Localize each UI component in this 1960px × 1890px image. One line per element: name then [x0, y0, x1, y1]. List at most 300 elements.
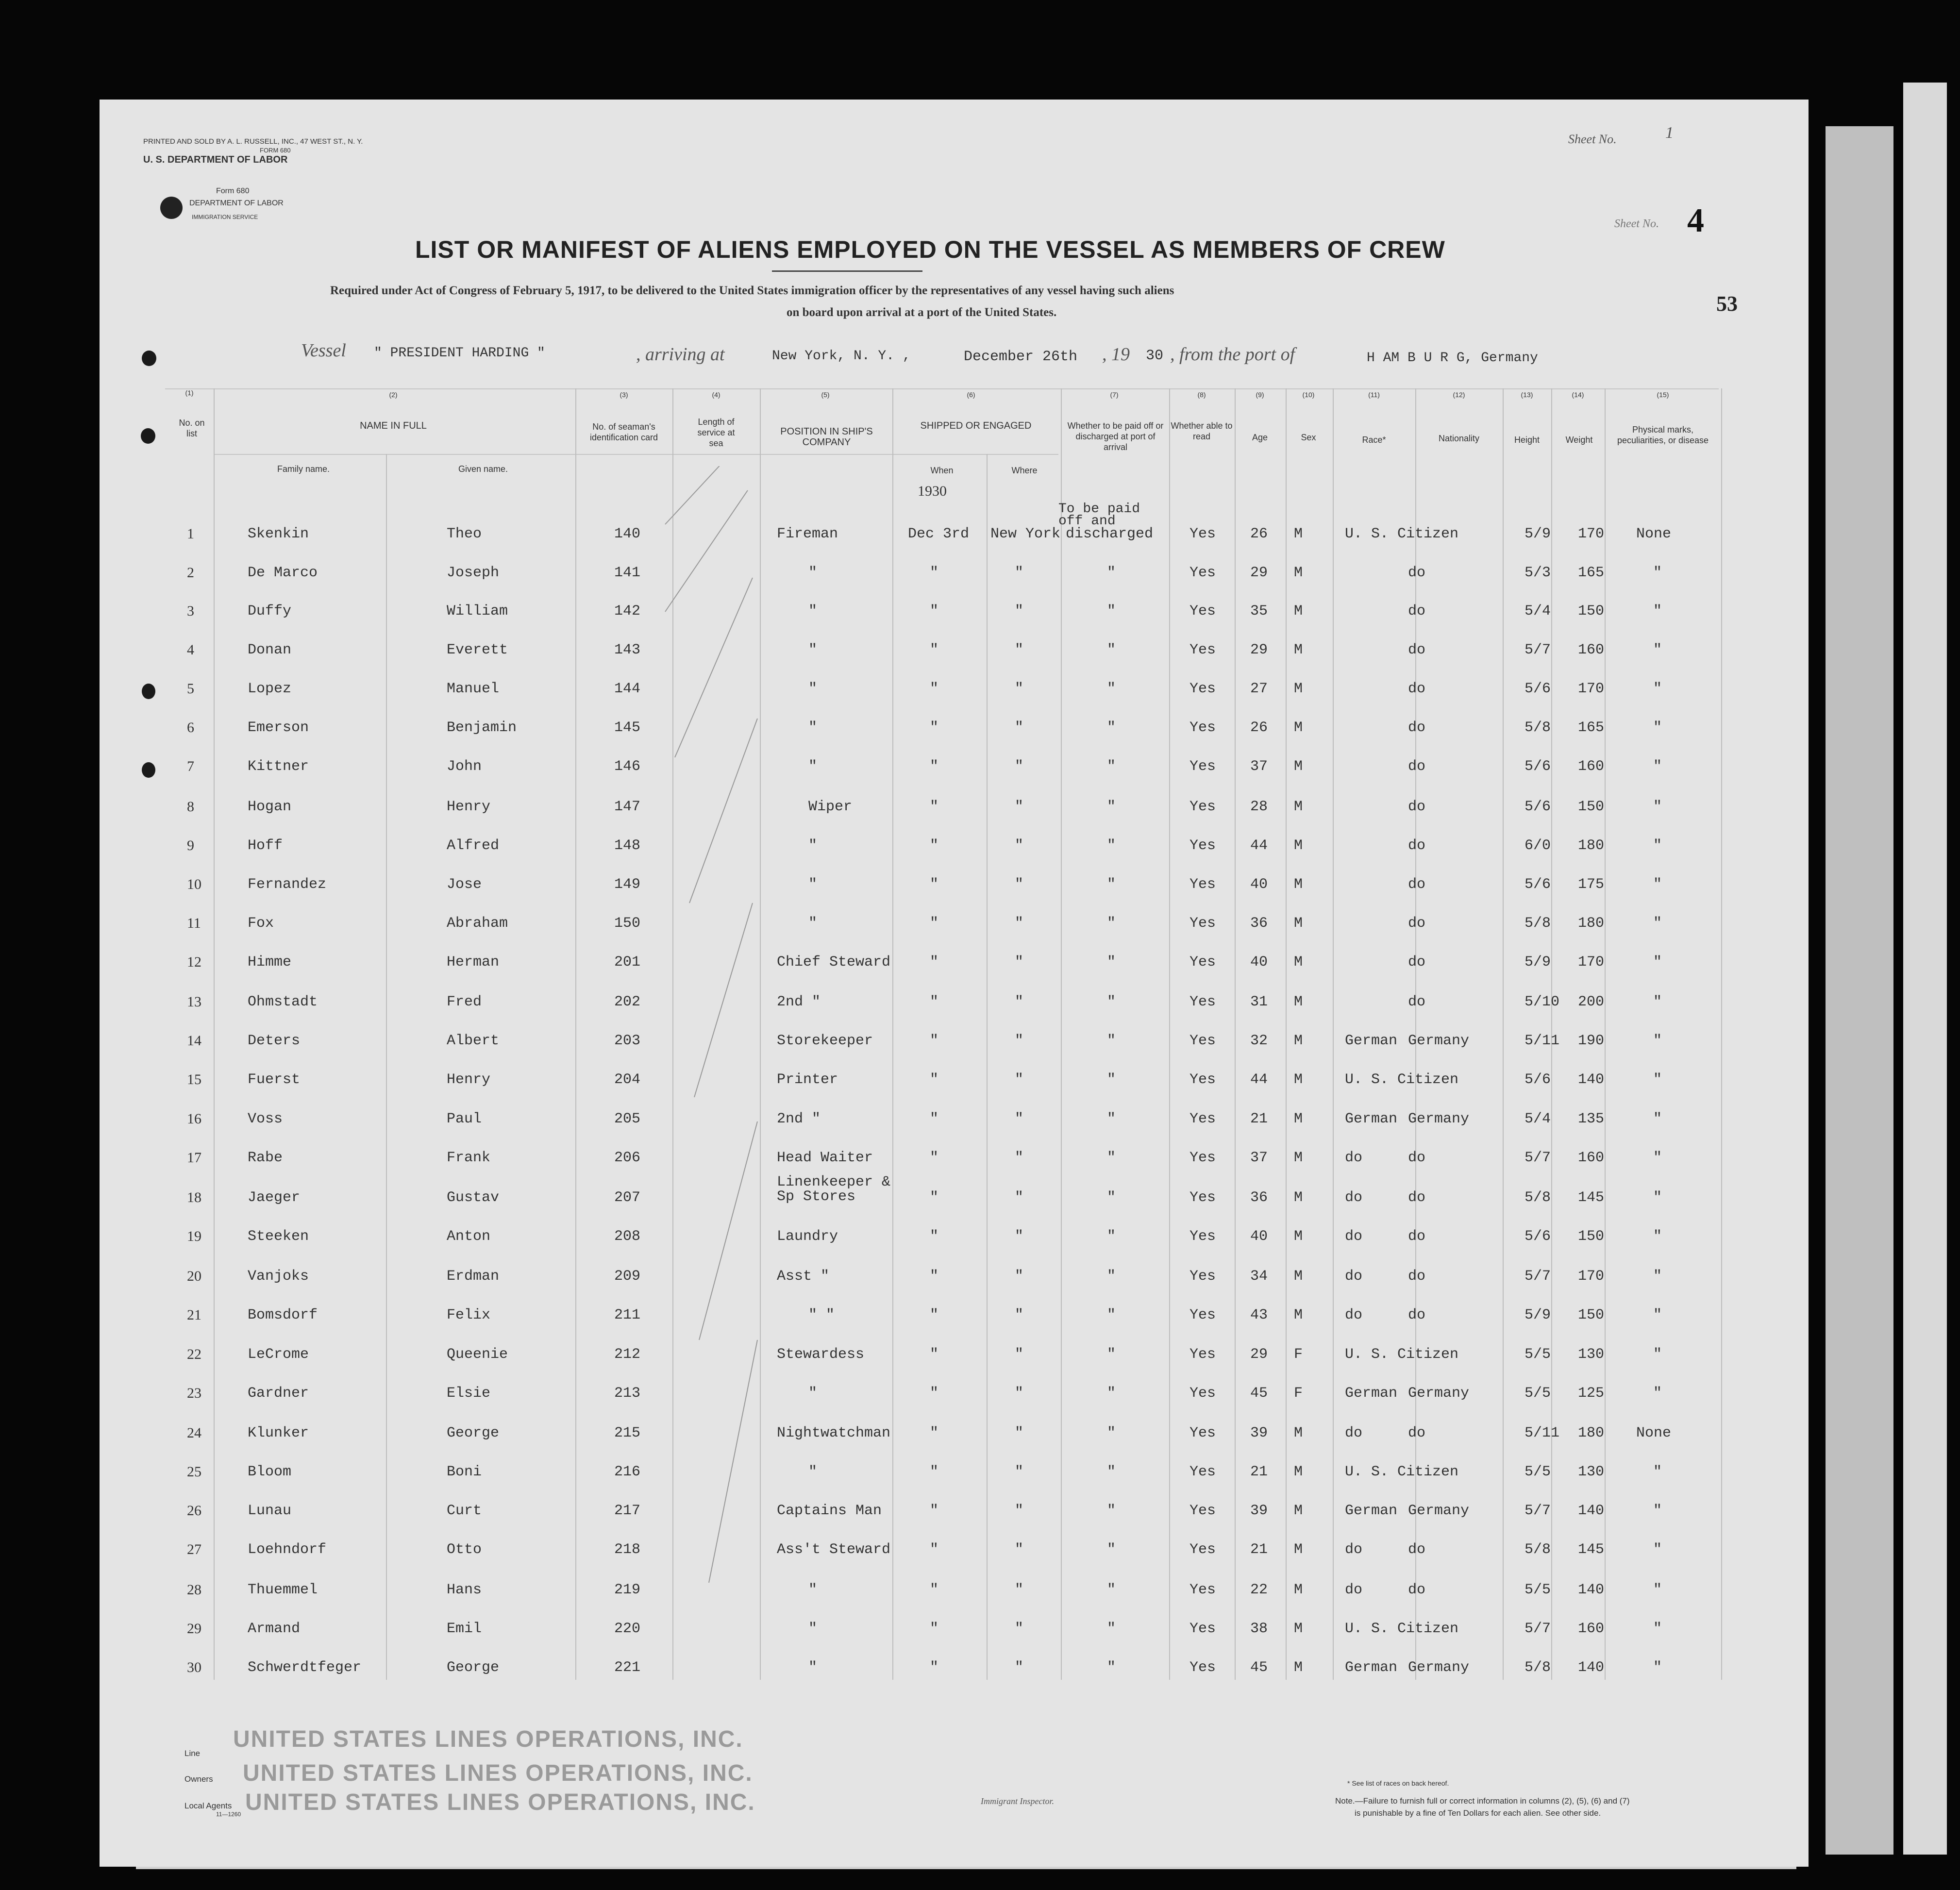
paid-discharged: "	[1107, 1659, 1116, 1676]
col-no-header: No. on list	[179, 418, 205, 438]
printer-line: PRINTED AND SOLD BY A. L. RUSSELL, INC., 47 WEST ST., N. Y.	[143, 137, 363, 146]
race: do	[1345, 1582, 1363, 1598]
shipped-when: "	[930, 837, 939, 854]
shipped-where: "	[1015, 1268, 1024, 1285]
grid-line	[1169, 388, 1170, 1680]
sex: M	[1294, 1621, 1303, 1637]
physical-marks: None	[1636, 1425, 1672, 1441]
able-to-read: Yes	[1189, 1425, 1216, 1441]
family-name: Steeken	[248, 1228, 309, 1245]
family-name: Hoff	[248, 837, 283, 854]
race: German	[1345, 1659, 1398, 1676]
shipped-where: "	[1015, 1541, 1024, 1558]
col-race-number: (11)	[1368, 391, 1380, 399]
grid-line	[892, 388, 893, 1680]
col-paid-number: (7)	[1110, 391, 1119, 399]
card-number: 147	[614, 799, 641, 815]
row-number: 30	[187, 1659, 201, 1675]
given-name: John	[447, 758, 482, 775]
col-age-number: (9)	[1256, 391, 1264, 399]
shipped-when: "	[930, 1464, 939, 1480]
sex: M	[1294, 719, 1303, 736]
shipped-when: "	[930, 642, 939, 658]
physical-marks: "	[1653, 1307, 1662, 1323]
physical-marks: "	[1653, 1268, 1662, 1285]
grid-line	[1061, 388, 1062, 1680]
shipped-when: "	[930, 1189, 939, 1206]
paid-discharged: "	[1107, 1582, 1116, 1598]
sex: M	[1294, 1541, 1303, 1558]
weight: 180	[1578, 837, 1605, 854]
age: 39	[1250, 1503, 1268, 1519]
given-name: Joseph	[447, 565, 500, 581]
age: 37	[1250, 758, 1268, 775]
agents-label: Local Agents	[184, 1801, 232, 1810]
shipped-when: "	[930, 1307, 939, 1323]
shipped-when: "	[930, 799, 939, 815]
title-rule	[772, 270, 922, 272]
shipped-where: "	[1015, 1189, 1024, 1206]
given-name: Benjamin	[447, 719, 517, 736]
given-name: Paul	[447, 1111, 482, 1127]
card-number: 221	[614, 1659, 641, 1676]
row-number: 6	[187, 719, 194, 736]
given-name: George	[447, 1425, 500, 1441]
able-to-read: Yes	[1189, 1033, 1216, 1049]
card-number: 144	[614, 681, 641, 697]
paid-discharged: "	[1107, 1385, 1116, 1402]
weight: 170	[1578, 526, 1605, 542]
physical-marks: "	[1653, 1659, 1662, 1676]
given-name: Abraham	[447, 915, 508, 932]
physical-marks: "	[1653, 1071, 1662, 1088]
family-name: Fox	[248, 915, 274, 932]
seal-icon	[160, 197, 183, 219]
family-name: Loehndorf	[248, 1541, 327, 1558]
position: "	[808, 719, 818, 736]
position: Linenkeeper & Sp Stores	[777, 1174, 891, 1205]
position: "	[808, 1659, 818, 1676]
family-name: Donan	[248, 642, 292, 658]
position: Captains Man	[777, 1503, 882, 1519]
weight: 140	[1578, 1503, 1605, 1519]
family-name: Thuemmel	[248, 1582, 318, 1598]
position: Nightwatchman	[777, 1425, 891, 1441]
nationality: do	[1408, 994, 1426, 1010]
paid-discharged: "	[1107, 603, 1116, 619]
card-number: 220	[614, 1621, 641, 1637]
physical-marks: "	[1653, 1621, 1662, 1637]
form-number: FORM 680	[260, 147, 291, 154]
shipped-where: "	[1015, 1111, 1024, 1127]
card-number: 211	[614, 1307, 641, 1323]
card-number: 202	[614, 994, 641, 1010]
weight: 140	[1578, 1582, 1605, 1598]
shipped-when: "	[930, 1228, 939, 1245]
sex: M	[1294, 876, 1303, 893]
shipped-when: "	[930, 603, 939, 619]
card-number: 218	[614, 1541, 641, 1558]
shipped-where: "	[1015, 1071, 1024, 1088]
weight: 150	[1578, 1307, 1605, 1323]
stamp-service: IMMIGRATION SERVICE	[192, 214, 258, 220]
row-number: 22	[187, 1346, 201, 1362]
grid-line	[1333, 388, 1334, 1680]
family-name: Skenkin	[248, 526, 309, 542]
paid-discharged: "	[1107, 1621, 1116, 1637]
sex: M	[1294, 994, 1303, 1010]
nationality: Germany	[1408, 1385, 1470, 1402]
able-to-read: Yes	[1189, 719, 1216, 736]
able-to-read: Yes	[1189, 954, 1216, 970]
able-to-read: Yes	[1189, 1541, 1216, 1558]
punch-hole	[141, 428, 155, 444]
row-number: 8	[187, 799, 194, 815]
height: 5/8	[1524, 1541, 1551, 1558]
col-age-header: Age	[1252, 433, 1268, 442]
card-number: 142	[614, 603, 641, 619]
family-name: Ohmstadt	[248, 994, 318, 1010]
race: German	[1345, 1503, 1398, 1519]
nationality: do	[1408, 1268, 1426, 1285]
sheet-label: Sheet No.	[1614, 217, 1659, 230]
given-name: Albert	[447, 1033, 500, 1049]
sex: M	[1294, 1307, 1303, 1323]
grid-line	[987, 454, 988, 1680]
col-weight-header: Weight	[1565, 435, 1593, 445]
age: 27	[1250, 681, 1268, 697]
able-to-read: Yes	[1189, 1189, 1216, 1206]
sheet-number: 1	[1665, 124, 1674, 142]
physical-marks: "	[1653, 642, 1662, 658]
age: 37	[1250, 1150, 1268, 1166]
paid-discharged: "	[1107, 876, 1116, 893]
able-to-read: Yes	[1189, 1228, 1216, 1245]
sex: F	[1294, 1346, 1303, 1363]
weight: 200	[1578, 994, 1605, 1010]
shipped-when: "	[930, 1346, 939, 1363]
height: 5/9	[1524, 1307, 1551, 1323]
height: 5/5	[1524, 1582, 1551, 1598]
nationality: do	[1408, 565, 1426, 581]
nationality: do	[1408, 1189, 1426, 1206]
col-nationality-number: (12)	[1453, 391, 1465, 399]
height: 5/8	[1524, 719, 1551, 736]
physical-marks: "	[1653, 1346, 1662, 1363]
line-label: Line	[184, 1749, 201, 1758]
shipped-where: "	[1015, 1582, 1024, 1598]
weight: 165	[1578, 719, 1605, 736]
shipped-where: "	[1015, 1346, 1024, 1363]
sex: M	[1294, 758, 1303, 775]
stamp-department: DEPARTMENT OF LABOR	[189, 199, 284, 207]
race: do	[1345, 1541, 1363, 1558]
height: 5/3	[1524, 565, 1551, 581]
paid-discharged: "	[1107, 994, 1116, 1010]
height: 5/6	[1524, 1228, 1551, 1245]
nationality: do	[1408, 1228, 1426, 1245]
family-name: Vanjoks	[248, 1268, 309, 1285]
physical-marks: "	[1653, 1385, 1662, 1402]
shipped-when: "	[930, 1503, 939, 1519]
owners-label: Owners	[184, 1774, 213, 1784]
paid-discharged: "	[1107, 642, 1116, 658]
shipped-where: "	[1015, 1228, 1024, 1245]
able-to-read: Yes	[1189, 1307, 1216, 1323]
able-to-read: Yes	[1189, 1582, 1216, 1598]
row-number: 26	[187, 1503, 201, 1519]
given-name: Curt	[447, 1503, 482, 1519]
sex: M	[1294, 1268, 1303, 1285]
shipped-where: "	[1015, 681, 1024, 697]
row-number: 14	[187, 1033, 201, 1049]
paid-discharged: "	[1107, 1228, 1116, 1245]
physical-marks: "	[1653, 1503, 1662, 1519]
sheet-label: Sheet No.	[1568, 132, 1617, 146]
weight: 150	[1578, 1228, 1605, 1245]
family-name: Voss	[248, 1111, 283, 1127]
page-edge	[1903, 83, 1947, 1855]
family-name: LeCrome	[248, 1346, 309, 1363]
race: U. S. Citizen	[1345, 526, 1459, 542]
paid-discharged: "	[1107, 1150, 1116, 1166]
arrival-date: December 26th	[964, 349, 1078, 365]
card-number: 217	[614, 1503, 641, 1519]
row-number: 7	[187, 758, 194, 774]
nationality: Germany	[1408, 1033, 1470, 1049]
from-label: , from the port of	[1170, 344, 1295, 365]
col-read-number: (8)	[1197, 391, 1206, 399]
family-name: Hogan	[248, 799, 292, 815]
weight: 130	[1578, 1464, 1605, 1480]
height: 5/6	[1524, 758, 1551, 775]
age: 21	[1250, 1111, 1268, 1127]
row-number: 17	[187, 1150, 201, 1166]
position: "	[808, 915, 818, 932]
height: 5/6	[1524, 799, 1551, 815]
shipped-where: "	[1015, 876, 1024, 893]
card-number: 212	[614, 1346, 641, 1363]
given-name: Herman	[447, 954, 500, 970]
position: Chief Steward	[777, 954, 891, 970]
height: 5/6	[1524, 1071, 1551, 1088]
year-prefix: , 19	[1102, 344, 1130, 365]
weight: 180	[1578, 1425, 1605, 1441]
paid-discharged: "	[1107, 954, 1116, 970]
position: Ass't Steward	[777, 1541, 891, 1558]
shipped-where: "	[1015, 1464, 1024, 1480]
position: Head Waiter	[777, 1150, 873, 1166]
nationality: do	[1408, 837, 1426, 854]
sex: M	[1294, 526, 1303, 542]
able-to-read: Yes	[1189, 1503, 1216, 1519]
col-shipped-header: SHIPPED OR ENGAGED	[920, 420, 1032, 431]
nationality: do	[1408, 1150, 1426, 1166]
height: 5/7	[1524, 1268, 1551, 1285]
height: 5/8	[1524, 1659, 1551, 1676]
card-number: 209	[614, 1268, 641, 1285]
height: 5/7	[1524, 1621, 1551, 1637]
weight: 140	[1578, 1659, 1605, 1676]
given-name: Frank	[447, 1150, 491, 1166]
race: U. S. Citizen	[1345, 1346, 1459, 1363]
card-number: 149	[614, 876, 641, 893]
row-number: 15	[187, 1071, 201, 1087]
position: "	[808, 1385, 818, 1402]
stamp-form: Form 680	[216, 187, 250, 195]
paid-discharged: "	[1107, 1033, 1116, 1049]
age: 40	[1250, 1228, 1268, 1245]
weight: 170	[1578, 681, 1605, 697]
position: "	[808, 681, 818, 697]
position: Asst "	[777, 1268, 830, 1285]
company-stamp: UNITED STATES LINES OPERATIONS, INC.	[245, 1790, 755, 1815]
col-height-number: (13)	[1521, 391, 1533, 399]
row-number: 25	[187, 1464, 201, 1480]
year-suffix: 30	[1146, 348, 1164, 364]
sex: M	[1294, 1033, 1303, 1049]
weight: 145	[1578, 1189, 1605, 1206]
height: 6/0	[1524, 837, 1551, 854]
race: U. S. Citizen	[1345, 1071, 1459, 1088]
col-card-header: No. of seaman's identification card	[589, 422, 658, 442]
given-name: Henry	[447, 1071, 491, 1088]
col-position-number: (5)	[821, 391, 830, 399]
row-number: 3	[187, 603, 194, 619]
shipped-where: "	[1015, 1307, 1024, 1323]
col-sex-number: (10)	[1302, 391, 1315, 399]
shipped-where: "	[1015, 799, 1024, 815]
able-to-read: Yes	[1189, 681, 1216, 697]
subtitle-line-2: on board upon arrival at a port of the United States.	[787, 306, 1057, 319]
shipped-when: "	[930, 1268, 939, 1285]
row-number: 18	[187, 1189, 201, 1205]
shipped-where: "	[1015, 565, 1024, 581]
height: 5/4	[1524, 603, 1551, 619]
sheet-number: 4	[1687, 202, 1704, 239]
col-service-number: (4)	[712, 391, 720, 399]
nationality: do	[1408, 1425, 1426, 1441]
family-name: Emerson	[248, 719, 309, 736]
paid-discharged: "	[1107, 1541, 1116, 1558]
row-number: 19	[187, 1228, 201, 1244]
weight: 150	[1578, 603, 1605, 619]
nationality: do	[1408, 1307, 1426, 1323]
shipped-where: "	[1015, 758, 1024, 775]
physical-marks: "	[1653, 719, 1662, 736]
position: 2nd "	[777, 994, 821, 1010]
age: 29	[1250, 1346, 1268, 1363]
page-title: LIST OR MANIFEST OF ALIENS EMPLOYED ON THE VESSEL AS MEMBERS OF CREW	[415, 236, 1445, 263]
able-to-read: Yes	[1189, 799, 1216, 815]
paid-discharged: "	[1107, 799, 1116, 815]
arriving-label: , arriving at	[636, 344, 725, 365]
shipped-where: "	[1015, 603, 1024, 619]
page-edge	[1826, 126, 1893, 1855]
able-to-read: Yes	[1189, 837, 1216, 854]
row-number: 2	[187, 565, 194, 581]
weight: 135	[1578, 1111, 1605, 1127]
race: do	[1345, 1307, 1363, 1323]
physical-marks: "	[1653, 1582, 1662, 1598]
shipped-where: "	[1015, 1385, 1024, 1402]
age: 21	[1250, 1464, 1268, 1480]
age: 31	[1250, 994, 1268, 1010]
physical-marks: None	[1636, 526, 1672, 542]
weight: 150	[1578, 799, 1605, 815]
family-name: Bloom	[248, 1464, 292, 1480]
age: 36	[1250, 1189, 1268, 1206]
shipped-when: "	[930, 719, 939, 736]
shipped-when: "	[930, 1150, 939, 1166]
position: "	[808, 837, 818, 854]
given-name: Boni	[447, 1464, 482, 1480]
col-service-header: Length of service at sea	[697, 417, 735, 448]
row-number: 13	[187, 994, 201, 1010]
age: 38	[1250, 1621, 1268, 1637]
given-name: Alfred	[447, 837, 500, 854]
given-name: Jose	[447, 876, 482, 893]
age: 35	[1250, 603, 1268, 619]
age: 40	[1250, 876, 1268, 893]
card-number: 207	[614, 1189, 641, 1206]
card-number: 204	[614, 1071, 641, 1088]
family-name: Bomsdorf	[248, 1307, 318, 1323]
card-number: 141	[614, 565, 641, 581]
sex: M	[1294, 565, 1303, 581]
weight: 170	[1578, 1268, 1605, 1285]
given-name: Erdman	[447, 1268, 500, 1285]
grid-line	[1286, 388, 1287, 1680]
weight: 190	[1578, 1033, 1605, 1049]
sex: M	[1294, 837, 1303, 854]
able-to-read: Yes	[1189, 1621, 1216, 1637]
punch-hole	[142, 762, 155, 778]
col-family-header: Family name.	[277, 464, 330, 474]
sex: M	[1294, 1071, 1303, 1088]
shipped-where: "	[1015, 1621, 1024, 1637]
position: "	[808, 1582, 818, 1598]
col-read-header: Whether able to read	[1171, 421, 1233, 441]
age: 29	[1250, 565, 1268, 581]
row-number: 10	[187, 876, 201, 892]
punch-hole	[142, 351, 156, 366]
row-number: 23	[187, 1385, 201, 1401]
card-number: 216	[614, 1464, 641, 1480]
card-number: 208	[614, 1228, 641, 1245]
shipped-when: "	[930, 1033, 939, 1049]
col-marks-header: Physical marks, peculiarities, or disease	[1617, 425, 1709, 445]
race: do	[1345, 1425, 1363, 1441]
card-number: 148	[614, 837, 641, 854]
able-to-read: Yes	[1189, 1150, 1216, 1166]
race: German	[1345, 1033, 1398, 1049]
shipped-where: New York	[990, 526, 1061, 542]
sex: M	[1294, 915, 1303, 932]
col-race-header: Race*	[1362, 435, 1386, 445]
family-name: Duffy	[248, 603, 292, 619]
paid-discharged: discharged	[1066, 526, 1154, 542]
shipped-when: "	[930, 915, 939, 932]
shipped-where: "	[1015, 1659, 1024, 1676]
page-number: 53	[1716, 292, 1738, 316]
paid-discharged: "	[1107, 1425, 1116, 1441]
card-number: 213	[614, 1385, 641, 1402]
age: 40	[1250, 954, 1268, 970]
race: do	[1345, 1228, 1363, 1245]
physical-marks: "	[1653, 954, 1662, 970]
height: 5/7	[1524, 1503, 1551, 1519]
